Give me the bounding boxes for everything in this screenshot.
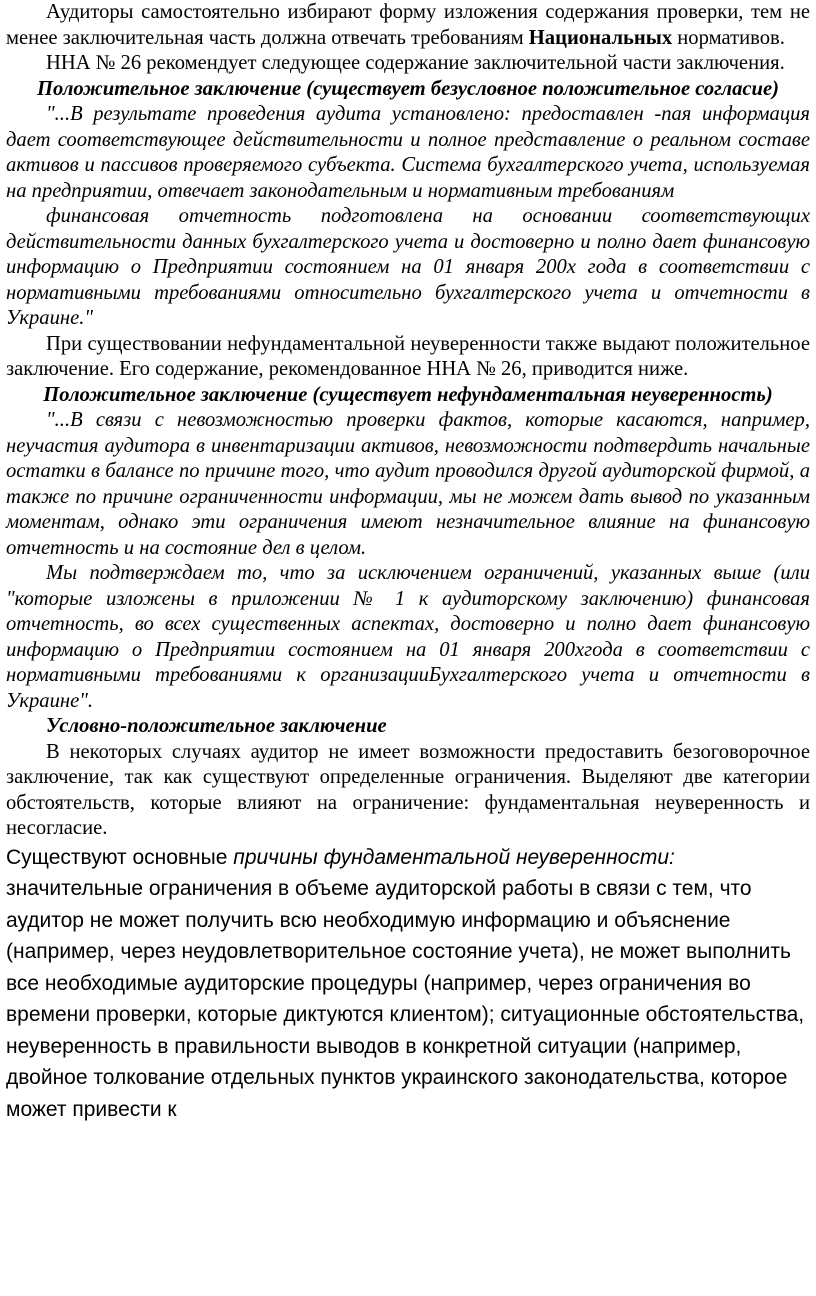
paragraph-text: Существуют основные <box>6 845 234 869</box>
italic-term: причины фундаментальной неуверенности: <box>233 845 675 869</box>
paragraph-nonfundamental: При существовании нефундаментальной неуверенности также выдают положительное заключение. Его содержание, рекомендованное ННА № 26, приводится ниже. <box>6 332 810 380</box>
paragraph-restrictions: В некоторых случаях аудитор не имеет возможности предоставить безоговорочное заключение, так как существуют определенные ограничения. Выделяют две категории обстоятельств, которые влияют на ограничение: фундаментальная неуверенность и несогласие. <box>6 740 810 839</box>
quote-confirmation: Мы подтверждаем то, что за исключением ограничений, указанных выше (или "которые изложены в приложении № 1 к аудиторскому заключению) финансовая отчетность, во всех существенных аспектах, достоверно и полно дает финансовую информацию о Предприятии состоянием на 01 января 200хгода в соответствии с нормативными требованиями к организацииБухгалтерского учета и отчетности в Украине". <box>6 562 810 712</box>
heading-positive-nonfundamental: Положительное заключение (существует нефундаментальная неуверенность) <box>43 383 773 406</box>
paragraph-audit-form <box>0 0 816 51</box>
quote-limitations: "...В связи с невозможностью проверки фактов, которые касаются, например, неучастия аудитора в инвентаризации активов, невозможности подтвердить начальные остатки в балансе по причине того, что аудит проводился другой аудиторской фирмой, а также по причине ограниченности информации, мы не можем дать вывод по указанным моментам, однако эти ограничения имеют незначительное влияние на финансовую отчетность и на состояние дел в целом. <box>6 409 810 559</box>
paragraph-text: нормативов. <box>672 26 785 49</box>
quote-positive-conclusion: "...В результате проведения аудита установлено: предоставлен -пая информация дает соответствующее действительности и полное представление о реальном составе активов и пассивов проверяемого субъекта. Система бухгалтерского учета, используемая на предприятии, отвечает законодательным и нормативным требованиям <box>6 103 810 202</box>
paragraph-text: значительные ограничения в объеме аудиторской работы в связи с тем, что аудитор не может получить всю необходимую информацию и объяснение (например, через неудовлетворительное состояние учета), не может выполнить все необходимые аудиторские процедуры (например, через ограничения во времени проверки, которые диктуются клиентом); ситуационные обстоятельства, неуверенность в правильности выводов в конкретной ситуации (например, двойное толкование отдельных пунктов украинского законодательства, которое может привести к <box>6 877 805 1121</box>
heading-positive-unconditional: Положительное заключение (существует безусловное положительное согласие) <box>37 77 779 100</box>
paragraph-text: Аудиторы самостоятельно избирают форму изложения содержания проверки, тем не менее заключительная часть должна отвечать требованиям <box>6 1 810 49</box>
quote-financial-statements: финансовая отчетность подготовлена на основании соответствующих действительности данных бухгалтерского учета и достоверно и полно дает финансовую информацию о Предприятии состоянием на 01 января 200х года в соответствии с нормативными требованиями относительно бухгалтерского учета и отчетности в Украине." <box>6 205 810 329</box>
paragraph-fundamental-reasons <box>0 842 816 1126</box>
heading-conditional-positive: Условно-положительное заключение <box>46 715 387 737</box>
bold-term: Национальных <box>528 26 673 49</box>
paragraph-nna-26: ННА № 26 рекомендует следующее содержание заключительной части заключения. <box>46 52 785 74</box>
